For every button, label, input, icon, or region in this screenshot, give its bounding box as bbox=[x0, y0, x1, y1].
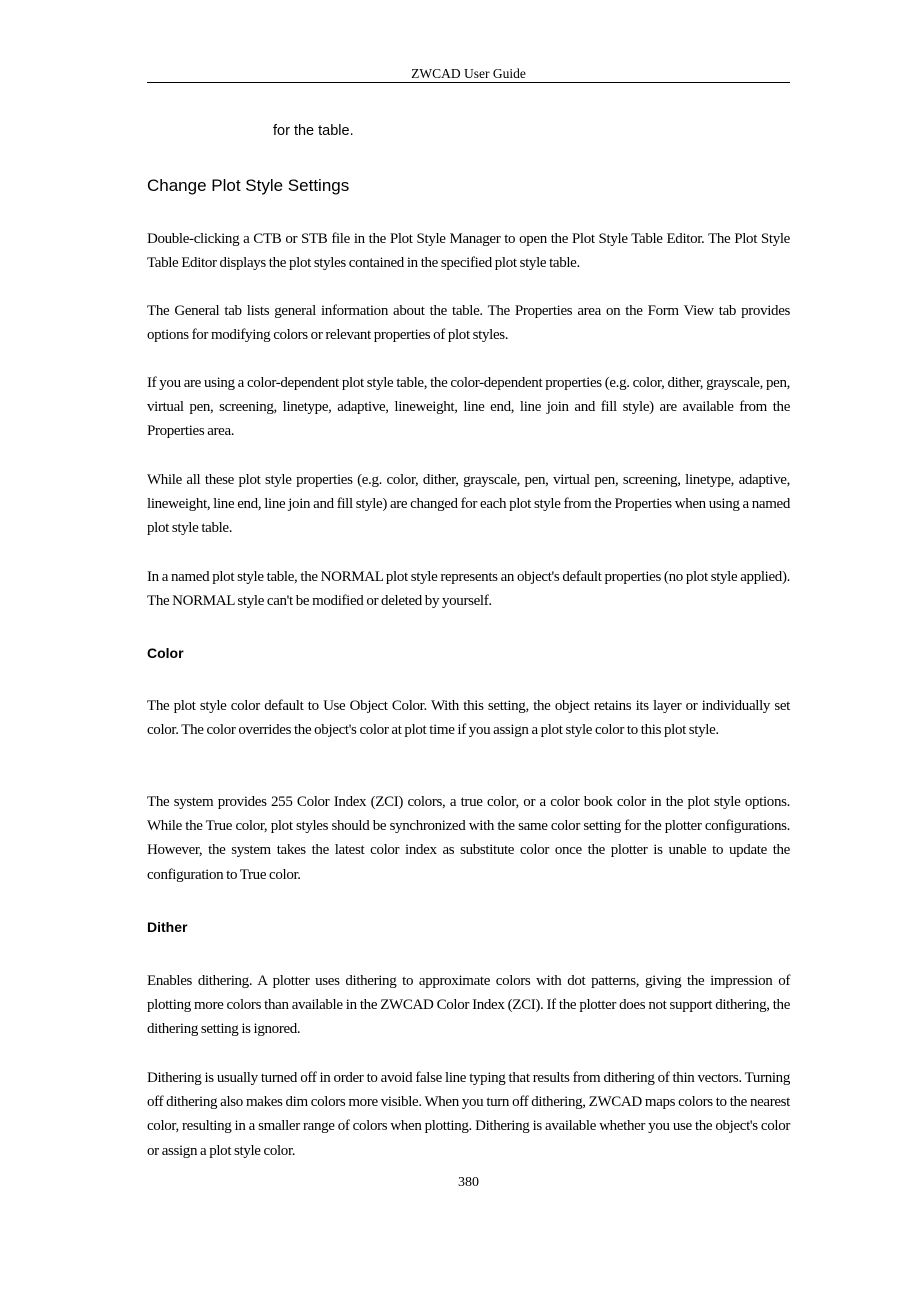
section-title: Change Plot Style Settings bbox=[147, 176, 350, 195]
running-header-title: ZWCAD User Guide bbox=[411, 66, 526, 81]
continued-text: for the table. bbox=[273, 123, 354, 139]
page-number: 380 bbox=[458, 1175, 479, 1190]
paragraph-dither-enable: Enables dithering. A plotter uses dithering to approximate colors with dot patterns, giving the impression of plotting more colors than available in the ZWCAD Color Index (ZCI). If the plotter does not support dithering, the dithering setting is ignored. bbox=[147, 973, 790, 1038]
color-heading: Color bbox=[147, 645, 184, 661]
paragraph-color-dependent: If you are using a color-dependent plot style table, the color-dependent properties (e.g. color, dither, grayscale, pen, virtual pen, screening, linetype, adaptive, lineweight, line end, line join and fill style) are available from the Properties area. bbox=[147, 375, 790, 440]
paragraph-named-table: While all these plot style properties (e.g. color, dither, grayscale, pen, virtual pen, screening, linetype, adaptive, lineweight, line end, line join and fill style) are changed for each plot style from the Properties when using a named plot style table. bbox=[147, 472, 790, 537]
paragraph-color-default: The plot style color default to Use Object Color. With this setting, the object retains its layer or individually set color. The color overrides the object's color at plot time if you assign a plot style color to this plot style. bbox=[147, 698, 790, 739]
paragraph-normal-style: In a named plot style table, the NORMAL plot style represents an object's default properties (no plot style applied). The NORMAL style can't be modified or deleted by yourself. bbox=[147, 569, 790, 610]
header-divider bbox=[147, 82, 790, 83]
paragraph-open-editor: Double-clicking a CTB or STB file in the Plot Style Manager to open the Plot Style Table Editor. The Plot Style Table Editor displays the plot styles contained in the specified plot style table. bbox=[147, 231, 790, 272]
paragraph-dither-off: Dithering is usually turned off in order to avoid false line typing that results from dithering of thin vectors. Turning off dithering also makes dim colors more visible. When you turn off dithering, ZWCAD maps colors to the nearest color, resulting in a smaller range of colors when plotting. Dithering is available whether you use the object's color or assign a plot style color. bbox=[147, 1070, 790, 1159]
paragraph-color-index: The system provides 255 Color Index (ZCI) colors, a true color, or a color book color in the plot style options. While the True color, plot styles should be synchronized with the same color setting for the plotter configurations. However, the system takes the latest color index as substitute color once the plotter is unable to update the configuration to True color. bbox=[147, 794, 790, 883]
dither-heading: Dither bbox=[147, 919, 188, 935]
paragraph-general-tab: The General tab lists general information about the table. The Properties area on the Form View tab provides options for modifying colors or relevant properties of plot styles. bbox=[147, 303, 790, 344]
